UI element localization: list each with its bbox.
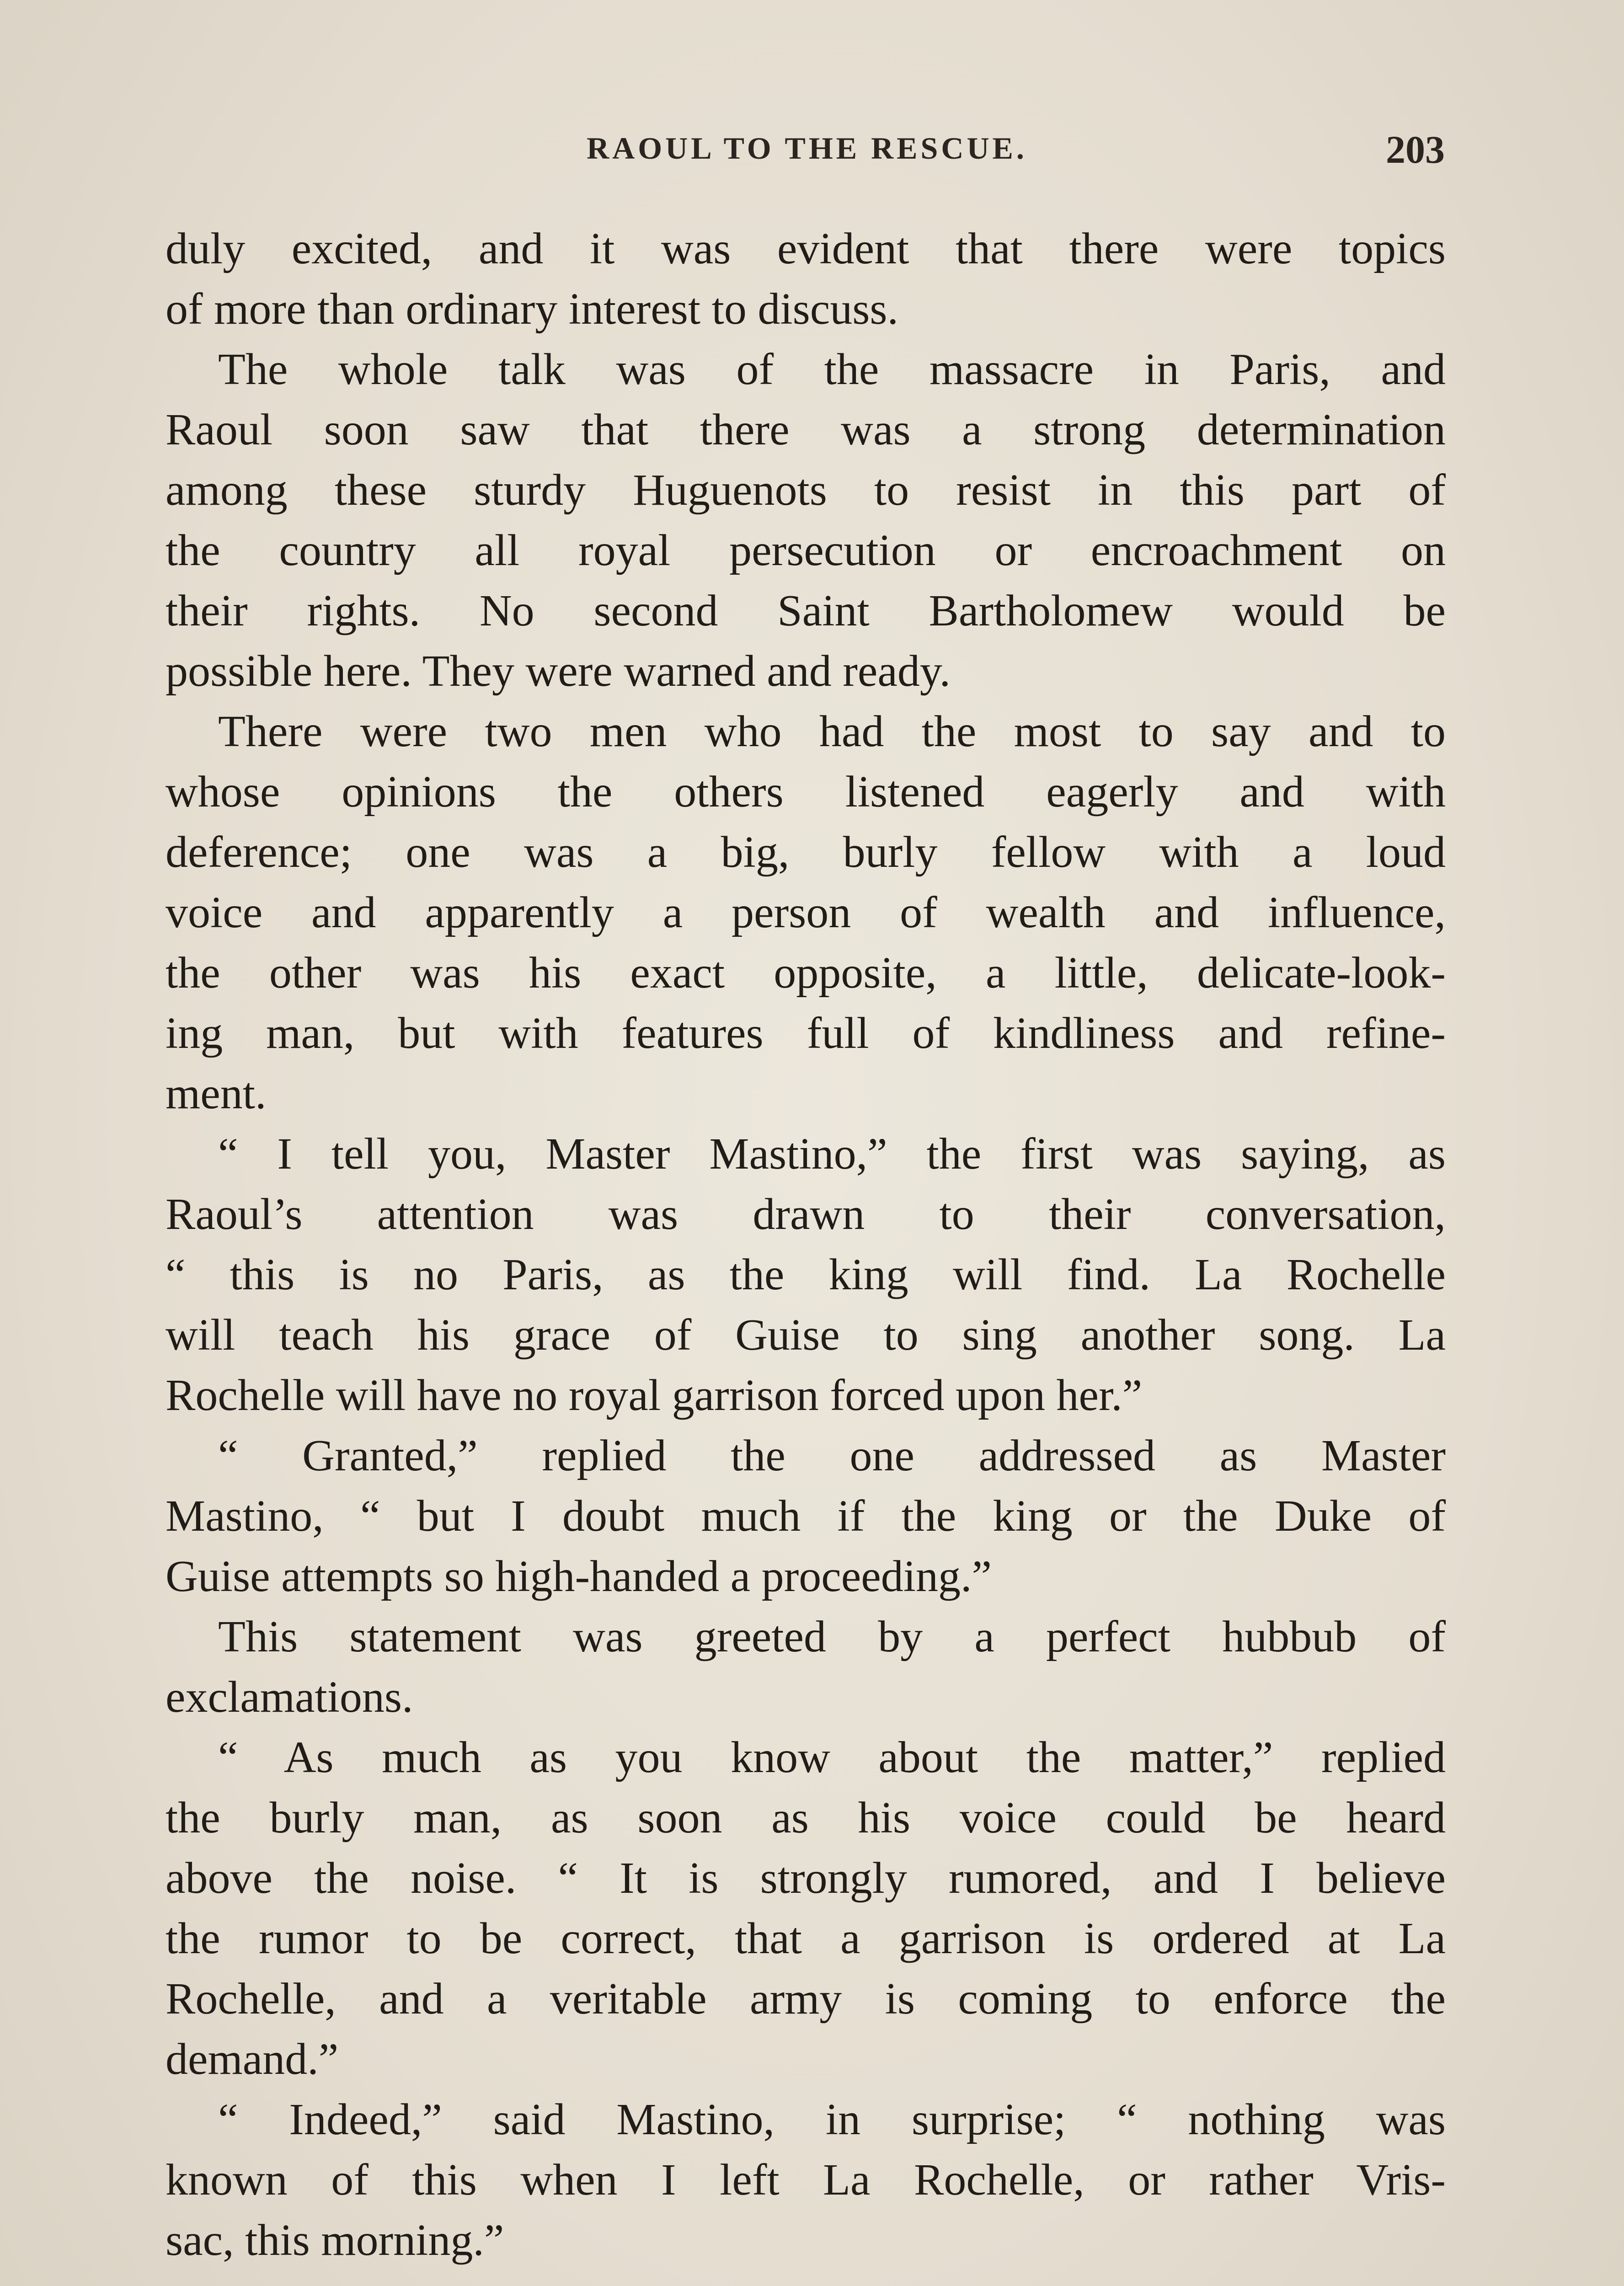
text-line: the other was his exact opposite, a little, delicate-look- xyxy=(166,948,1446,998)
text-line: among these sturdy Huguenots to resist in this part of xyxy=(166,465,1446,515)
text-line: the burly man, as soon as his voice could be heard xyxy=(166,1793,1446,1843)
text-line: Rochelle, and a veritable army is coming to enforce the xyxy=(166,1974,1446,2024)
text-line: deference; one was a big, burly fellow with a loud xyxy=(166,828,1446,877)
text-line: the rumor to be correct, that a garrison is ordered at La xyxy=(166,1914,1446,1963)
text-line: possible here. They were warned and ready. xyxy=(166,646,951,696)
running-title: RAOUL TO THE RESCUE. xyxy=(587,131,1027,166)
text-line: Raoul’s attention was drawn to their conversation, xyxy=(166,1190,1446,1239)
text-line: duly excited, and it was evident that there were topics xyxy=(166,224,1446,273)
text-line: ment. xyxy=(166,1069,267,1118)
body-text xyxy=(166,219,1446,2270)
text-line: whose opinions the others listened eagerly and with xyxy=(166,767,1446,817)
text-line: This statement was greeted by a perfect hubbub of xyxy=(218,1612,1446,1661)
text-line: of more than ordinary interest to discuss. xyxy=(166,284,899,334)
text-line: Mastino, “ but I doubt much if the king or the Duke of xyxy=(166,1491,1446,1541)
page-number: 203 xyxy=(1386,128,1445,171)
text-line: “ I tell you, Master Mastino,” the first was saying, as xyxy=(218,1129,1446,1179)
text-line: “ this is no Paris, as the king will find. La Rochelle xyxy=(166,1250,1446,1299)
text-line: sac, this morning.” xyxy=(166,2216,504,2265)
text-line: the country all royal persecution or encroachment on xyxy=(166,526,1446,575)
text-line: demand.” xyxy=(166,2035,339,2084)
text-line: voice and apparently a person of wealth and influence, xyxy=(166,888,1446,937)
text-line: Rochelle will have no royal garrison forced upon her.” xyxy=(166,1371,1143,1420)
text-line: ing man, but with features full of kindliness and refine- xyxy=(166,1009,1446,1058)
text-line: The whole talk was of the massacre in Paris, and xyxy=(218,345,1446,394)
text-line: “ Granted,” replied the one addressed as Master xyxy=(218,1431,1446,1480)
text-line: above the noise. “ It is strongly rumored, and I believe xyxy=(166,1853,1446,1903)
text-line: “ Indeed,” said Mastino, in surprise; “ nothing was xyxy=(218,2095,1446,2144)
text-line: “ As much as you know about the matter,” replied xyxy=(218,1733,1446,1782)
text-line: Raoul soon saw that there was a strong determination xyxy=(166,405,1446,454)
text-line: There were two men who had the most to say and to xyxy=(218,707,1446,756)
text-line: known of this when I left La Rochelle, or rather Vris- xyxy=(166,2155,1446,2205)
text-line: their rights. No second Saint Bartholomew would be xyxy=(166,586,1446,636)
text-line: exclamations. xyxy=(166,1672,413,1722)
text-line: will teach his grace of Guise to sing another song. La xyxy=(166,1310,1446,1360)
text-line: Guise attempts so high-handed a proceeding.” xyxy=(166,1552,992,1601)
running-head xyxy=(169,130,1445,185)
